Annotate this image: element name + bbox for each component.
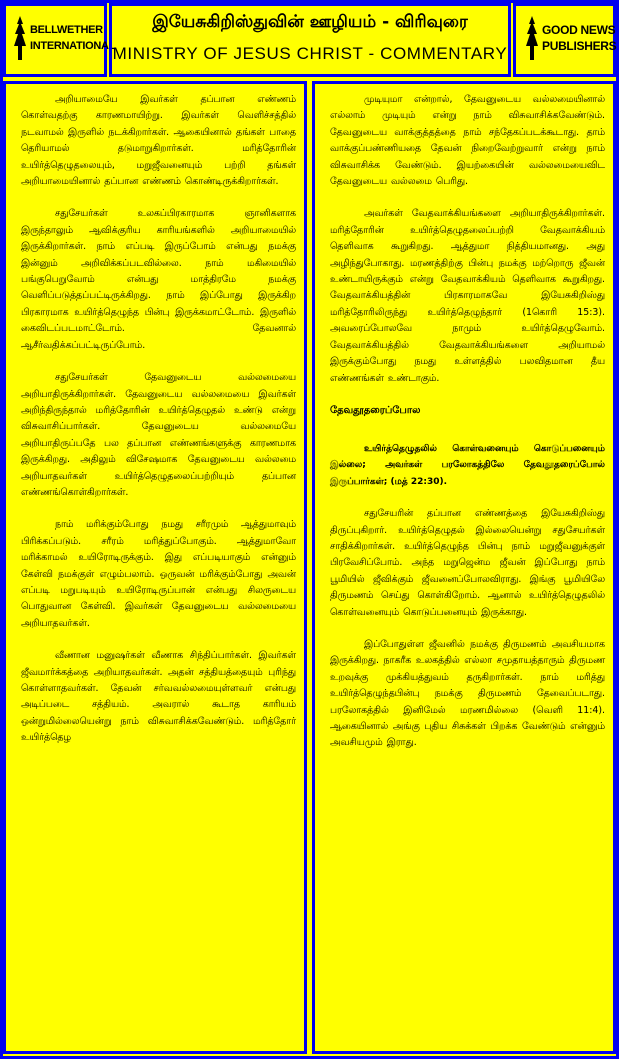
right-column xyxy=(312,81,616,1054)
paragraph: நாம் மரிக்கும்போது நமது சரீரமும் ஆத்துமாவும் பிரிக்கப்படும். சரீரம் மரித்துப்போகும். ஆத்துமாவோ மரிக்காமல் உயிரோடிருக்கும். இது எப்படியாகும் என்னும் கேள்வி நமக்குள் எழும்பலாம். ஒருவன் மரிக்கும்போது அவன் எப்படி மறுபடியும் உயிரோடிருப்பான் என்பது சிலருடைய பொதுவான கேள்வி. இவர்கள் தேவனுடைய வல்லமையை அறியாதவர்கள். xyxy=(21,519,296,629)
page-title-english: MINISTRY OF JESUS CHRIST - COMMENTARY xyxy=(112,44,508,63)
paragraph: முடியுமா என்றால், தேவனுடைய வல்லமையினால் எல்லாம் முடியும் என்று நாம் விசுவாசிக்கவேண்டும். தேவனுடைய வாக்குத்தத்தை நாம் சந்தேகப்படக்கூடாது. தாம் வாக்குப்பண்ணியதை தேவன் நிறைவேற்றுவார் என்று நாம் விசுவாசிக்க வேண்டும். இயற்கையின் வல்லமையைவிட தேவனுடைய வல்லமை பெரிது. xyxy=(330,94,605,188)
good-news-figure-icon xyxy=(522,14,542,62)
good-news-logo-text: GOOD NEWS PUBLISHERS xyxy=(542,23,617,53)
page-title-tamil: இயேசுகிறிஸ்துவின் ஊழியம் - விரிவுரை xyxy=(152,12,468,32)
paragraph: சதுசேயரின் தப்பான எண்ணத்தை இயேசுகிறிஸ்து திருப்புகிறார். உயிர்த்தெழுதல் இல்லையென்று சதுசேயர்கள் சாதிக்கிறார்கள். உயிர்த்தெழுந்த பின்பு நாம் மறுஜீவனுக்குள் பிரவேசிப்போம். அந்த மறுஜென்ம ஜீவன் இப்போது நாம் பூமியில் ஜீவிக்கும் ஜீவனைப்போலவிராது. இங்கு பூமியிலே திருமணம் செய்து கொள்கிறோம். ஆனால் உயிர்த்தெழுதலில் கொள்வனையும் கொடுப்பனையும் இருக்காது. xyxy=(330,508,605,618)
scripture-quote: உயிர்த்தெழுதலில் கொள்வனையும் கொடுப்பனையும் இல்லை; அவர்கள் பரலோகத்திலே தேவதூதரைப்போல் இருப்பார்கள்; (மத் 22:30). xyxy=(330,443,605,487)
paragraph: சதுசேயர்கள் உலகப்பிரகாரமாக ஞானிகளாக இருந்தாலும் ஆவிக்குரிய காரியங்களில் அறியாமையில் இருக்கிறார்கள். நாம் எப்படி இருப்போம் என்பது நமக்கு இன்னும் அறிவிக்கப்படவில்லை. நாம் மகிமையில் பங்குபெறுவோம் என்பது மாத்திரமே நமக்கு வெளிப்படுத்தப்பட்டிருக்கிறது. நாம் இப்போது இருக்கிற பிரகாரமாக உயிர்த்தெழுந்த பின்பு இருக்கமாட்டோம். இருளில் கைவிடப்படமாட்டோம். தேவனால் ஆசீர்வதிக்கப்பட்டிருப்போம். xyxy=(21,208,296,351)
bellwether-logo-text: BELLWETHER INTERNATIONAL xyxy=(30,24,116,52)
bellwether-logo xyxy=(3,3,116,77)
paragraph: அவர்கள் வேதவாக்கியங்களை அறியாதிருக்கிறார்கள். மரித்தோரின் உயிர்த்தெழுதலைப்பற்றி வேதவாக்கியம் தெளிவாக கூறுகிறது. ஆத்துமா நித்தியமானது. அது அழிந்துபோகாது. மரணத்திற்கு பின்பு நமக்கு மற்றொரு ஜீவன் உண்டாயிருக்கும் என்று வேதவாக்கியம் தெளிவாக கூறுகிறது. வேதவாக்கியத்தின் பிரகாரமாகவே இயேசுகிறிஸ்து மரித்தோரிலிருந்து உயிர்த்தெழுந்தார் (1கொரி 15:3). அவரைப்போலவே நாமும் உயிர்த்தெழுவோம். வேதவாக்கியத்தில் வேதவாக்கியங்களை அறியாமல் இருக்கும்போது நமது உள்ளத்தில் பலவிதமான தீய எண்ணங்கள் உண்டாகும். xyxy=(330,208,605,384)
paragraph: வீணான மனுஷர்கள் வீணாக சிந்திப்பார்கள். இவர்கள் ஜீவமார்க்கத்தை அறியாதவர்கள். அதன் சத்தியத்தையும் புரிந்து கொள்ளாதவர்கள். தேவன் சர்வவல்லமையுள்ளவர் என்பது அடிப்படை சத்தியம். அவரால் கூடாத காரியம் ஒன்றுமில்லையென்று நாம் விசுவாசிக்கவேண்டும். மரித்தோர் உயிர்த்தெழ xyxy=(21,650,296,744)
good-news-logo xyxy=(513,3,616,77)
header xyxy=(3,3,616,77)
paragraph: அறியாமையே இவர்கள் தப்பான எண்ணம் கொள்வதற்கு காரணமாயிற்று. இவர்கள் வெளிச்சத்தில் நடவாமல் இருளில் நடக்கிறார்கள். ஆகையினால் தங்கள் பாதை தெரியாமல் தடுமாறுகிறார்கள். மரித்தோரின் உயிர்த்தெழுதலையும், மறுஜீவனையும் பற்றி தங்கள் அறியாமையினால் தப்பான எண்ணம் கொண்டிருக்கிறார்கள். xyxy=(21,94,296,188)
section-heading: தேவதூதரைப்போல xyxy=(330,404,421,416)
paragraph: சதுசேயர்கள் தேவனுடைய வல்லமையை அறியாதிருக்கிறார்கள். தேவனுடைய வல்லமையை இவர்கள் அறிந்திருந்தால் மரித்தோரின் உயிர்த்தெழுதல் உண்டு என்று விசுவாசிப்பார்கள். தேவனுடைய வல்லமையே அறியாதிருப்பதே பல தப்பான எண்ணங்களுக்கு காரணமாக இருக்கிறது. அதிலும் விசேஷமாக தேவனுடைய வல்லமை அறியாதவர்கள் உயிர்த்தெழுதலைப்பற்றியும் தப்பான எண்ணங்கொள்கிறார்கள். xyxy=(21,372,296,498)
paragraph: இப்போதுள்ள ஜீவனில் நமக்கு திருமணம் அவசியமாக இருக்கிறது. நாகரீக உலகத்தில் எல்லா சமுதாயத்தாரும் திருமண உறவுக்கு முக்கியத்துவம் தருகிறார்கள். நாம் மரித்து உயிர்த்தெழுந்தபின்பு நமக்கு திருமணம் தேவைப்படாது. பரலோகத்தில் இனிமேல் மரணமில்லை (வெளி 11:4). ஆகையினால் அங்கு புதிய சிசுக்கள் பிறக்க வேண்டும் என்னும் அவசியமும் இராது. xyxy=(330,638,605,749)
bellwether-figure-icon xyxy=(10,14,30,62)
title-box xyxy=(109,3,511,77)
left-column xyxy=(3,81,307,1054)
